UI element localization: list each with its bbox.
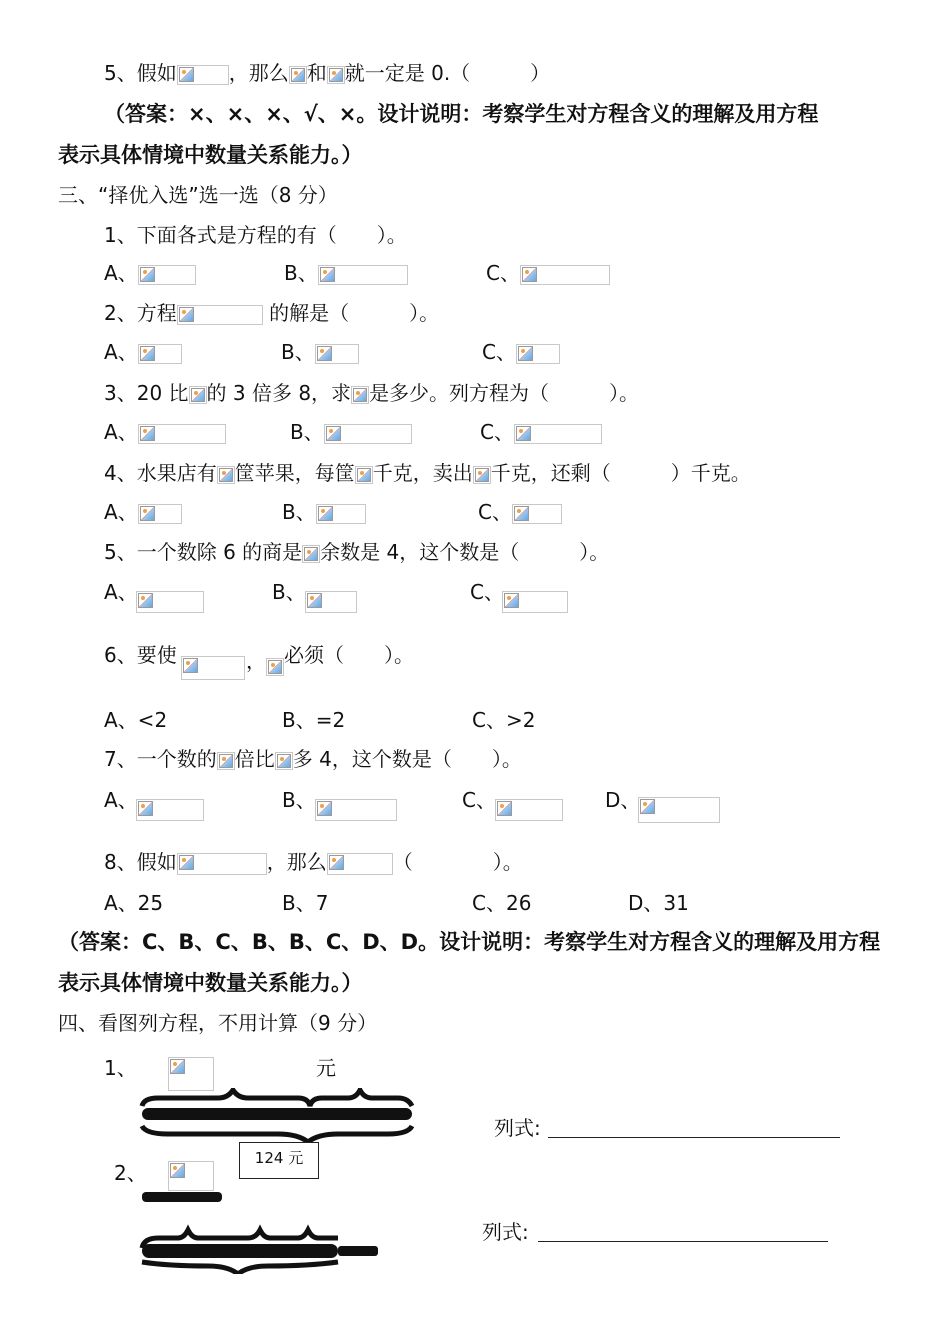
formula-answer-line[interactable] <box>548 1137 840 1138</box>
image-placeholder-icon <box>514 506 529 521</box>
image-placeholder-icon <box>140 267 155 282</box>
formula-image <box>136 591 204 613</box>
option-b: B、 <box>284 259 408 287</box>
question-6-comma: ， <box>246 649 266 673</box>
formula-image <box>217 466 235 484</box>
question-3: 3、20 比 的 3 倍多 8，求 是多少。列方程为（ ）。 <box>104 381 640 405</box>
formula-image <box>512 504 562 524</box>
formula-image <box>289 66 307 84</box>
formula-image <box>138 504 182 524</box>
option-c: C、>2 <box>472 708 536 732</box>
bottom-brace <box>142 1262 338 1274</box>
figure-1-diagram <box>138 1088 420 1142</box>
answer-text: 表示具体情境中数量关系能力。） <box>58 971 363 995</box>
image-placeholder-icon <box>353 388 367 402</box>
extra-bar <box>338 1246 378 1256</box>
option-a: A、 <box>104 788 138 812</box>
image-placeholder-icon <box>219 468 233 482</box>
formula-label: 列式: <box>494 1116 541 1140</box>
image-placeholder-icon <box>291 68 305 82</box>
option-c: C、 <box>478 498 562 526</box>
image-placeholder-icon <box>170 1059 185 1074</box>
formula-image <box>324 424 412 444</box>
formula-image <box>495 799 563 821</box>
option-a: A、 <box>104 338 182 366</box>
image-placeholder-icon <box>277 754 291 768</box>
figure-2-unknown-image <box>168 1161 214 1191</box>
formula-answer-line[interactable] <box>538 1241 828 1242</box>
formula-image <box>315 344 359 364</box>
figure-1-unknown-image <box>168 1057 214 1091</box>
option-b: B、 <box>281 338 359 366</box>
formula-image <box>516 344 560 364</box>
formula-image <box>189 386 207 404</box>
image-placeholder-icon <box>138 801 153 816</box>
option-c: C、 <box>486 259 610 287</box>
figure-2-diagram <box>138 1188 388 1274</box>
image-placeholder-icon <box>326 426 341 441</box>
answer-text: 表示具体情境中数量关系能力。） <box>58 143 363 167</box>
formula-image <box>305 591 357 613</box>
formula-image <box>514 424 602 444</box>
image-placeholder-icon <box>179 307 194 322</box>
option-b: B、7 <box>282 891 329 915</box>
image-placeholder-icon <box>357 468 371 482</box>
formula-image <box>217 752 235 770</box>
image-placeholder-icon <box>522 267 537 282</box>
option-c: C、 <box>470 580 504 604</box>
formula-image <box>302 545 320 563</box>
formula-image <box>355 466 373 484</box>
option-c: C、 <box>462 788 496 812</box>
formula-label: 列式: <box>482 1220 529 1244</box>
section-title: 三、“择优入选”选一选（8 分） <box>58 183 338 207</box>
option-b: B、=2 <box>282 708 346 732</box>
formula-image <box>275 752 293 770</box>
formula-image <box>136 799 204 821</box>
figure-2-number: 2、 <box>114 1161 147 1185</box>
formula-image <box>138 265 196 285</box>
question-5-prev: 5、假如 ，那么 和 就一定是 0.（ ） <box>104 61 551 85</box>
question-8: 8、假如 ，那么 （ ）。 <box>104 850 523 874</box>
question-1: 1、下面各式是方程的有（ ）。 <box>104 223 407 247</box>
image-placeholder-icon <box>318 506 333 521</box>
section-title: 四、看图列方程，不用计算（9 分） <box>58 1011 378 1035</box>
option-a: A、 <box>104 580 138 604</box>
option-a: A、 <box>104 418 226 446</box>
image-placeholder-icon <box>140 426 155 441</box>
image-placeholder-icon <box>518 346 533 361</box>
image-placeholder-icon <box>475 468 489 482</box>
total-amount-box: 124 元 <box>239 1142 319 1179</box>
option-c: C、26 <box>472 891 532 915</box>
formula-image <box>351 386 369 404</box>
long-bar <box>142 1244 338 1258</box>
formula-image <box>638 797 720 823</box>
question-6: 6、要使 <box>104 643 177 667</box>
option-b: B、 <box>272 580 306 604</box>
formula-image <box>177 305 263 325</box>
option-d: D、 <box>605 788 641 812</box>
option-c: C、 <box>482 338 560 366</box>
image-placeholder-icon <box>219 754 233 768</box>
question-6-tail: 必须（ ）。 <box>284 643 414 667</box>
formula-image <box>327 853 393 875</box>
option-b: B、 <box>282 498 366 526</box>
formula-image <box>318 265 408 285</box>
question-2: 2、方程 的解是（ ）。 <box>104 301 440 325</box>
image-placeholder-icon <box>307 593 322 608</box>
formula-image <box>327 66 345 84</box>
formula-image <box>473 466 491 484</box>
image-placeholder-icon <box>320 267 335 282</box>
answer-text: （答案：×、×、×、√、×。设计说明：考察学生对方程含义的理解及用方程 <box>104 102 819 126</box>
segment-bar <box>142 1108 412 1120</box>
formula-image <box>177 853 267 875</box>
image-placeholder-icon <box>140 506 155 521</box>
image-placeholder-icon <box>304 547 318 561</box>
bottom-brace <box>142 1126 412 1142</box>
formula-image <box>177 65 229 85</box>
image-placeholder-icon <box>170 1163 185 1178</box>
image-placeholder-icon <box>179 67 194 82</box>
image-placeholder-icon <box>516 426 531 441</box>
image-placeholder-icon <box>183 658 198 673</box>
image-placeholder-icon <box>140 346 155 361</box>
option-d: D、31 <box>628 891 689 915</box>
figure-1-unit: 元 <box>316 1056 336 1080</box>
formula-image <box>316 504 366 524</box>
image-placeholder-icon <box>138 593 153 608</box>
formula-image <box>181 656 245 680</box>
formula-image <box>138 344 182 364</box>
question-7: 7、一个数的 倍比 多 4，这个数是（ ）。 <box>104 747 522 771</box>
image-placeholder-icon <box>191 388 205 402</box>
question-4: 4、水果店有 筐苹果，每筐 千克，卖出 千克，还剩（ ）千克。 <box>104 461 751 485</box>
formula-image <box>502 591 568 613</box>
option-b: B、 <box>290 418 412 446</box>
formula-image <box>520 265 610 285</box>
image-placeholder-icon <box>317 801 332 816</box>
image-placeholder-icon <box>179 855 194 870</box>
question-5: 5、一个数除 6 的商是 余数是 4，这个数是（ ）。 <box>104 540 610 564</box>
formula-image <box>315 799 397 821</box>
option-a: A、 <box>104 259 196 287</box>
top-brace <box>142 1090 412 1106</box>
image-placeholder-icon <box>497 801 512 816</box>
short-bar <box>142 1192 222 1202</box>
image-placeholder-icon <box>329 68 343 82</box>
option-b: B、 <box>282 788 316 812</box>
image-placeholder-icon <box>329 855 344 870</box>
answer-text: （答案：C、B、C、B、B、C、D、D。设计说明：考察学生对方程含义的理解及用方程 <box>58 930 881 954</box>
option-a: A、 <box>104 498 182 526</box>
option-a: A、25 <box>104 891 164 915</box>
figure-1-number: 1、 <box>104 1056 137 1080</box>
image-placeholder-icon <box>504 593 519 608</box>
formula-image <box>138 424 226 444</box>
image-placeholder-icon <box>268 660 282 674</box>
image-placeholder-icon <box>640 799 655 814</box>
option-a: A、<2 <box>104 708 168 732</box>
option-c: C、 <box>480 418 602 446</box>
formula-image <box>266 658 284 676</box>
image-placeholder-icon <box>317 346 332 361</box>
